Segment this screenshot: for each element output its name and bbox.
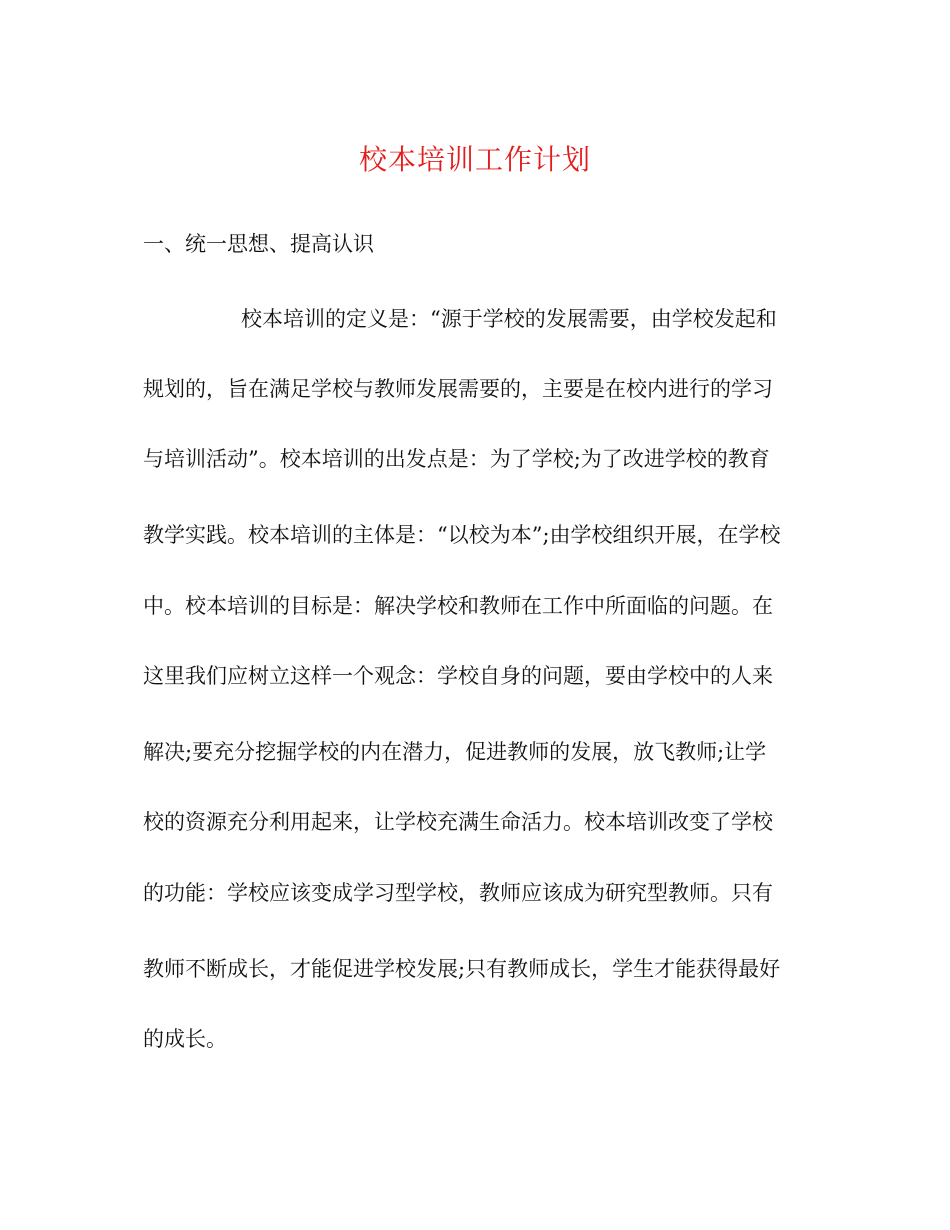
- paragraph-line: 教学实践。校本培训的主体是：“以校为本”;由学校组织开展，在学校: [143, 523, 781, 547]
- paragraph-line: 的功能：学校应该变成学习型学校，教师应该成为研究型教师。只有: [143, 881, 773, 905]
- paragraph-line: 的成长。: [143, 1027, 227, 1051]
- paragraph-line: 教师不断成长，才能促进学校发展;只有教师成长，学生才能获得最好: [143, 957, 781, 981]
- paragraph-line: 校本培训的定义是：“源于学校的发展需要，由学校发起和: [241, 307, 777, 331]
- paragraph-line: 与培训活动”。校本培训的出发点是：为了学校;为了改进学校的教育: [143, 447, 770, 471]
- document-title: 校本培训工作计划: [358, 143, 591, 176]
- paragraph-line: 校的资源充分利用起来，让学校充满生命活力。校本培训改变了学校: [143, 810, 773, 834]
- paragraph-line: 规划的，旨在满足学校与教师发展需要的，主要是在校内进行的学习: [143, 377, 773, 401]
- section-heading: 一、统一思想、提高认识: [143, 232, 374, 256]
- paragraph-line: 这里我们应树立这样一个观念：学校自身的问题，要由学校中的人来: [143, 664, 773, 688]
- paragraph-line: 解决;要充分挖掘学校的内在潜力，促进教师的发展，放飞教师;让学: [143, 740, 767, 764]
- paragraph-line: 中。校本培训的目标是：解决学校和教师在工作中所面临的问题。在: [143, 594, 773, 618]
